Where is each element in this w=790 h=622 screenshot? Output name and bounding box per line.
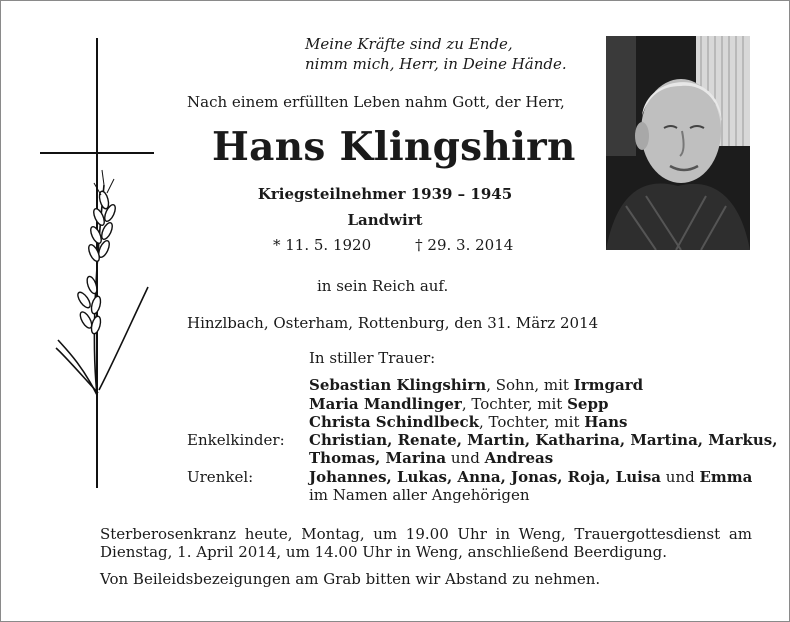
child-name: Christa Schindlbeck — [309, 412, 479, 431]
mourners-block — [187, 349, 777, 504]
intro-text: Nach einem erfüllten Leben nahm Gott, der Herr, — [187, 93, 565, 111]
grandchildren-row — [187, 431, 777, 449]
service-info: Sterberosenkranz heute, Montag, um 19.00 Uhr in Weng, Trauergottesdienst am Dienstag, 1. April 2014, um 14.00 Uhr in Weng, anschließend Beerdigung. — [100, 525, 752, 561]
list-item — [187, 395, 777, 413]
motto — [305, 34, 567, 74]
closing-text: im Namen aller Angehörigen — [309, 486, 530, 505]
und-text: und — [446, 449, 485, 468]
grandchildren-names-2a: Thomas, Marina — [309, 449, 447, 468]
great-grandchildren-last: Emma — [699, 467, 753, 486]
child-spouse: Irmgard — [573, 376, 644, 395]
motto-line-1: Meine Kräfte sind zu Ende, — [305, 35, 513, 53]
child-name: Maria Mandlinger — [309, 394, 462, 413]
child-name: Sebastian Klingshirn — [309, 376, 487, 395]
grandchildren-names-2b: Andreas — [484, 449, 554, 468]
child-relation: , Tochter, mit — [461, 394, 568, 413]
grandchildren-names-1: Christian, Renate, Martin, Katharina, Martina, Markus, — [309, 431, 778, 450]
mourners-heading: In stiller Trauer: — [309, 349, 436, 367]
list-item — [187, 376, 777, 394]
subtitle-occupation: Landwirt — [347, 211, 423, 229]
grandchildren-label: Enkelkinder: — [187, 431, 285, 450]
reich-text: in sein Reich auf. — [317, 277, 449, 295]
portrait-photo — [606, 36, 750, 250]
place-date: Hinzlbach, Osterham, Rottenburg, den 31. März 2014 — [187, 314, 599, 332]
great-grandchildren-row — [187, 468, 777, 486]
birth-date: * 11. 5. 1920 — [273, 236, 372, 254]
motto-line-2: nimm mich, Herr, in Deine Hände. — [305, 55, 567, 73]
list-item — [187, 413, 777, 431]
child-relation: , Tochter, mit — [478, 412, 585, 431]
cross-horizontal-bar — [40, 152, 154, 154]
condolence-request: Von Beileidsbezeigungen am Grab bitten wir Abstand zu nehmen. — [100, 570, 601, 588]
grandchildren-row-2 — [187, 449, 777, 467]
great-grandchildren-label: Urenkel: — [187, 467, 254, 486]
closing-row — [187, 486, 777, 504]
subtitle-war-service: Kriegsteilnehmer 1939 – 1945 — [257, 185, 513, 203]
child-relation: , Sohn, mit — [486, 376, 574, 395]
child-spouse: Sepp — [567, 394, 609, 413]
mourners-heading-row — [187, 349, 777, 367]
child-spouse: Hans — [584, 412, 628, 431]
deceased-name: Hans Klingshirn — [212, 124, 576, 170]
und-text: und — [661, 467, 700, 486]
great-grandchildren-names: Johannes, Lukas, Anna, Jonas, Roja, Luisa — [309, 467, 662, 486]
wheat-icon — [52, 165, 152, 405]
life-dates — [273, 236, 513, 254]
death-date: † 29. 3. 2014 — [415, 236, 514, 254]
